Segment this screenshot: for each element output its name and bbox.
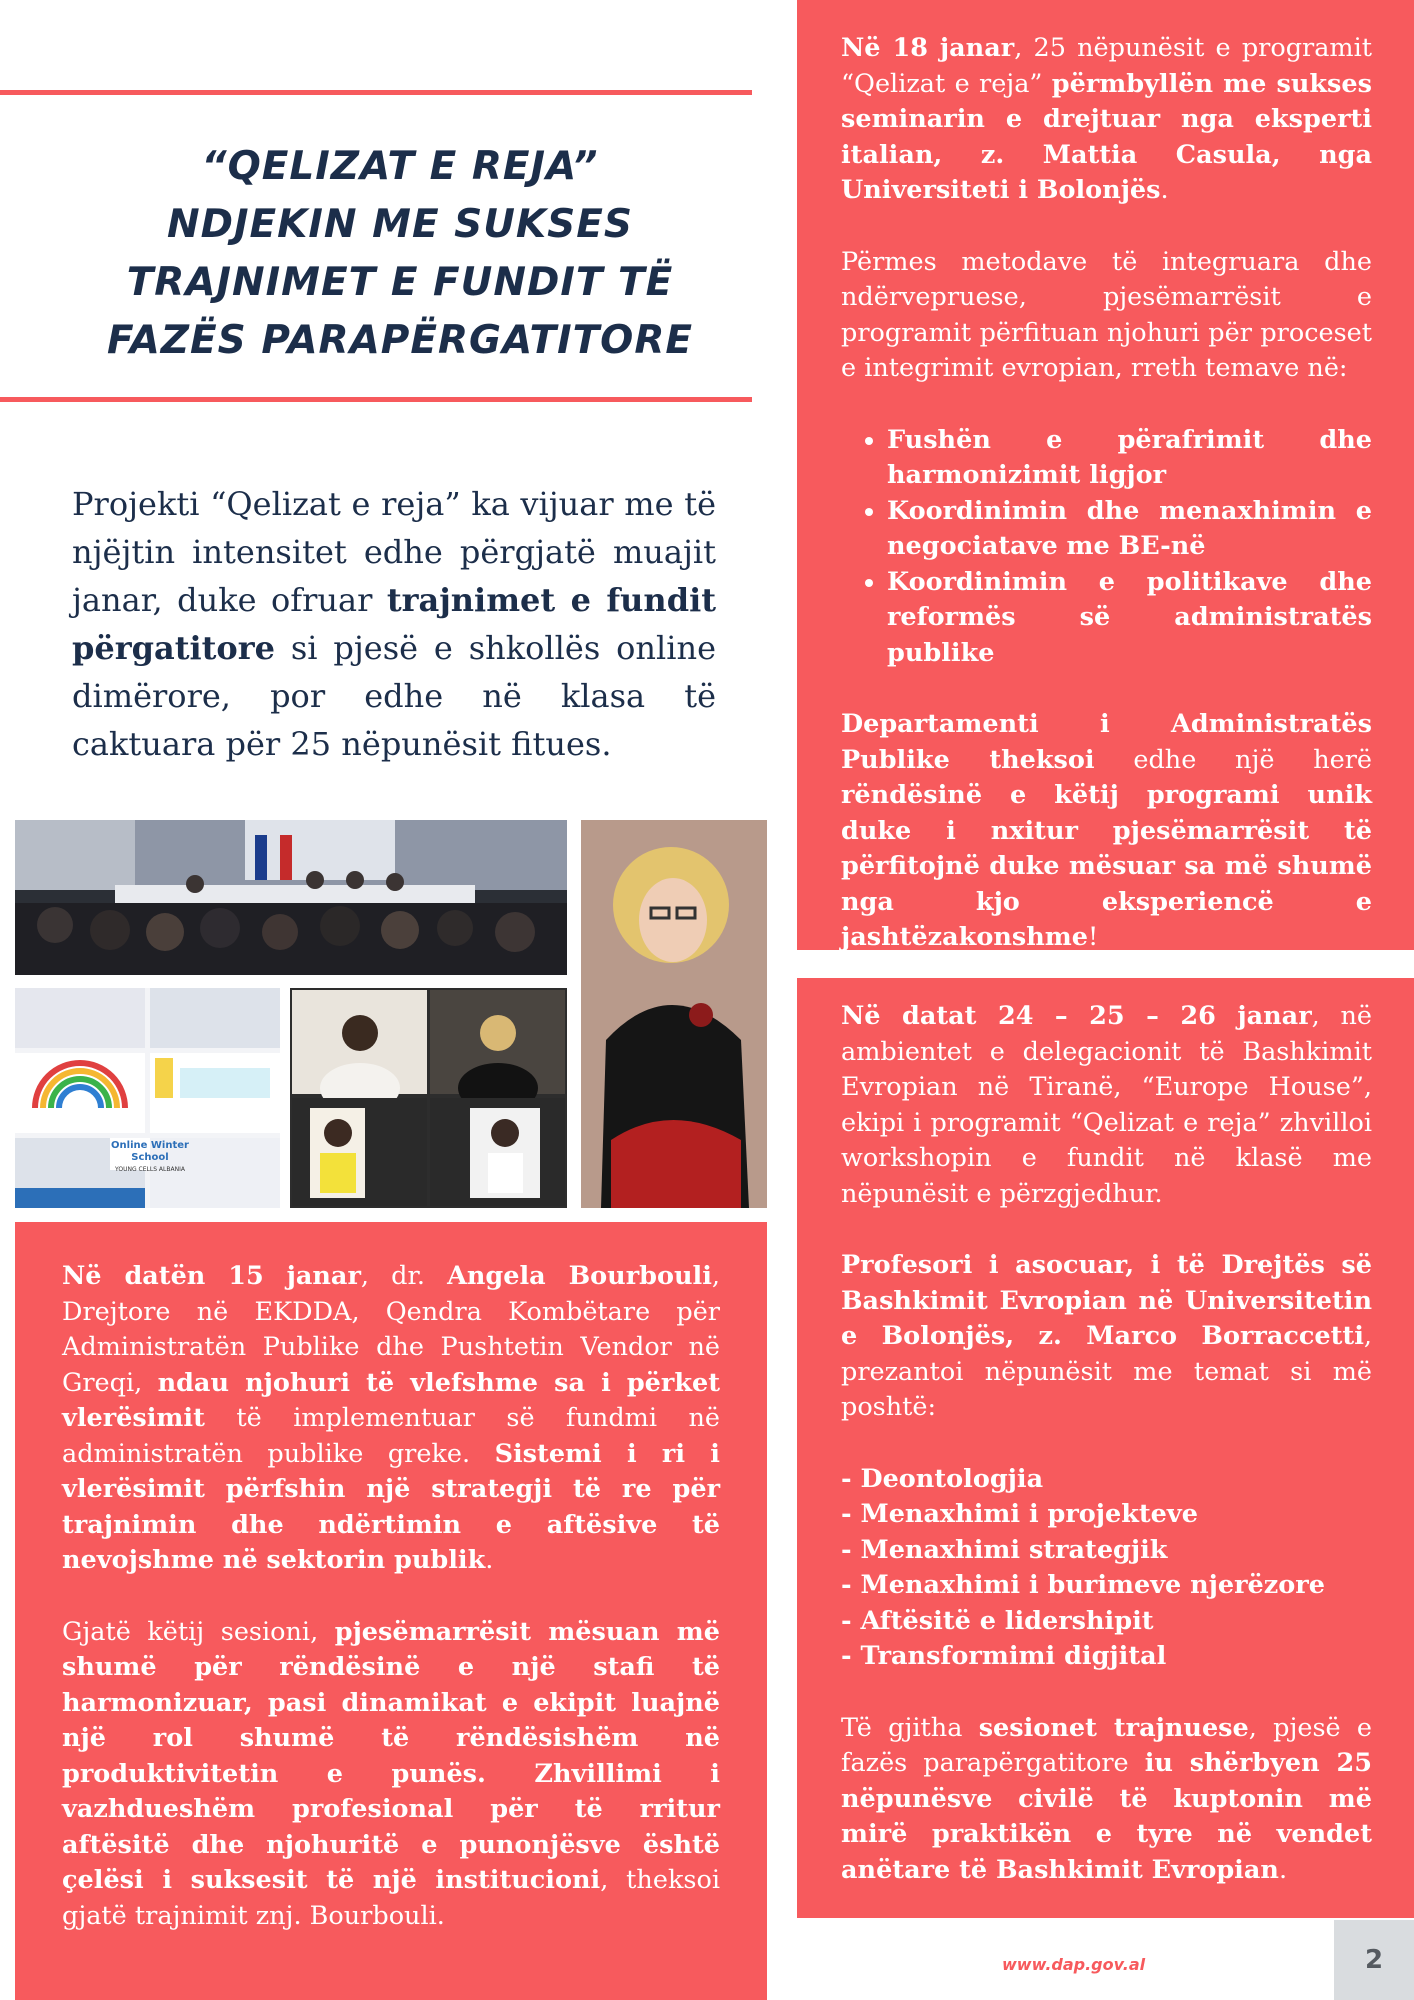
rb-p3-text-3: . [1278, 1854, 1288, 1885]
right-bottom-paragraph-1 [841, 999, 1372, 1212]
rt-p3-bold-2: rëndësinë e këtij programi unik duke i nxitur pjesëmarrësit të përfitojnë duke mësuar sa më shumë nga kjo eksperiencë e jashtëzakonshme [841, 780, 1372, 952]
photo-portrait [581, 820, 767, 1208]
right-top-article-box [797, 0, 1414, 950]
right-top-paragraph-2: Përmes metodave të integruara dhe ndërvepruese, pjesëmarrësit e programit përfituan njohuri për proceset e integrimit evropian, rreth temave në: [841, 246, 1372, 383]
eu-integration-topics-list [841, 423, 1372, 672]
title-line-3: TRAJNIMET E FUNDIT TË [126, 260, 674, 305]
rt-p3-text-2: ! [1087, 922, 1099, 952]
photo-online-school-screens [15, 988, 280, 1208]
online-school-screen-subtitle: YOUNG CELLS ALBANIA [115, 1166, 185, 1173]
conference-room-illustration [15, 820, 567, 975]
title-bottom-rule [0, 397, 752, 402]
rb-p3-bold-1: sesionet trajnuese [978, 1712, 1249, 1743]
left-article-box [15, 1222, 767, 2000]
screen-collage-illustration [15, 988, 280, 1208]
list-item: - Menaxhimi i projekteve [841, 1499, 1198, 1529]
rt-p1-text-1: , 25 nëpunësit e programit “Qelizat e reja” [841, 33, 1372, 99]
right-top-paragraph-3 [841, 707, 1372, 956]
left-p1-bold-4: Sistemi i ri i vlerësimit përfshin një strategji të re për trajnimin dhe ndërtimin e aftësive të nevojshme në sektorin publik [62, 1438, 720, 1575]
rt-p3-text-1: edhe një herë [1094, 744, 1373, 775]
list-item: • Koordinimin dhe menaxhimin e negociatave me BE-në [887, 494, 1372, 565]
right-top-paragraph-1 [841, 31, 1372, 209]
left-p2-text-1: Gjatë këtij sesioni, [62, 1616, 335, 1647]
list-item: - Transformimi digjital [841, 1641, 1167, 1671]
intro-bold: trajnimet e fundit përgatitore [72, 581, 716, 667]
rb-p1-text-1: , në ambientet e delegacionit të Bashkimit Evropian në Tiranë, “Europe House”, ekipi i programit “Qelizat e reja” zhvilloi workshopin e fundit në klasë me nëpunësit e përzgjedhur. [841, 1001, 1372, 1209]
list-item: • Fushën e përafrimit dhe harmonizimit ligjor [887, 423, 1372, 494]
rb-p3-text-1: Të gjitha [841, 1712, 979, 1743]
left-p2-text-2: , theksoi gjatë trajnimit znj. Bourbouli. [62, 1865, 720, 1931]
footer-website-link[interactable]: www.dap.gov.al [1002, 1955, 1146, 1974]
left-p1-text-3: të implementuar së fundmi në administratën publike greke. [62, 1403, 720, 1469]
left-paragraph-1 [62, 1259, 720, 1579]
list-item: - Menaxhimi strategjik [841, 1534, 1168, 1565]
page-title [40, 138, 760, 370]
rt-p1-text-2: . [1160, 175, 1169, 205]
rt-p1-bold-1: Në 18 janar [841, 33, 1015, 63]
workshop-topics-list [841, 1462, 1372, 1675]
list-item: • Koordinimin e politikave dhe reformës së administratës publike [887, 565, 1372, 672]
right-bottom-paragraph-2 [841, 1248, 1372, 1426]
online-school-screen-title: Online Winter School [111, 1140, 189, 1163]
page-number: 2 [1334, 1920, 1414, 2000]
title-top-rule [0, 90, 752, 95]
rt-p1-bold-2: përmbyllën me sukses seminarin e drejtuar nga eksperti italian, z. Mattia Casula, nga Universiteti i Bolonjës [841, 68, 1372, 205]
list-item: - Deontologjia [841, 1463, 1044, 1494]
rb-p3-text-2: , pjesë e fazës parapërgatitore [841, 1712, 1373, 1778]
left-p1-bold-2: Angela Bourbouli [447, 1261, 712, 1291]
title-line-4: FAZËS PARAPËRGATITORE [106, 318, 694, 363]
right-bottom-article-box [797, 978, 1414, 1918]
photo-conference-room [15, 820, 567, 975]
left-p1-bold-1: Në datën 15 janar [62, 1261, 361, 1291]
left-p2-bold-1: pjesëmarrësit mësuan më shumë për rëndësinë e një stafi të harmonizuar, pasi dinamikat e ekipit luajnë një rol shumë të rëndësishëm në produktivitetin e punës. Zhvillimi i vazhdueshëm profesional për të rritur aftësitë dhe njohuritë e punonjësve është çelësi i suksesit të një institucioni [62, 1616, 720, 1895]
right-bottom-paragraph-3 [841, 1711, 1372, 1889]
left-p1-text-2: , Drejtore në EKDDA, Qendra Kombëtare për Administratën Publike dhe Pushtetin Vendor në Greqi, [62, 1261, 720, 1398]
rb-p2-bold-1: Profesori i asocuar, i të Drejtës së Bashkimit Evropian në Universitetin e Bolonjës, z. Marco Borraccetti [841, 1250, 1372, 1351]
left-paragraph-2 [62, 1615, 720, 1935]
rb-p2-text-1: , prezantoi nëpunësit me temat si më poshtë: [841, 1321, 1372, 1422]
rb-p1-bold-1: Në datat 24 – 25 – 26 janar [841, 1001, 1312, 1031]
list-item: - Menaxhimi i burimeve njerëzore [841, 1570, 1325, 1600]
left-p1-bold-3: ndau njohuri të vlefshme sa i përket vlerësimit [62, 1367, 721, 1433]
list-item: - Aftësitë e lidershipit [841, 1605, 1154, 1636]
left-p1-text-4: . [485, 1545, 494, 1575]
portrait-illustration [581, 820, 767, 1208]
video-call-illustration [290, 988, 567, 1208]
intro-text: Projekti “Qelizat e reja” ka vijuar me të njëjtin intensitet edhe përgjatë muajit janar, duke ofruar [72, 485, 716, 619]
intro-paragraph [72, 480, 716, 768]
intro-text-end: si pjesë e shkollës online dimërore, por edhe në klasa të caktuara për 25 nëpunësit fitues. [72, 629, 716, 763]
rt-p3-bold-1: Departamenti i Administratës Publike theksoi [841, 709, 1372, 775]
title-line-2: NDJEKIN ME SUKSES [167, 202, 633, 247]
photo-video-call [290, 988, 567, 1208]
left-p1-text-1: , dr. [360, 1261, 448, 1291]
rb-p3-bold-2: iu shërbyen 25 nëpunësve civilë të kuptonin më mirë praktikën e tyre në vendet anëtare të Bashkimit Evropian [841, 1748, 1373, 1885]
title-line-1: “QELIZAT E REJA” [201, 144, 599, 189]
